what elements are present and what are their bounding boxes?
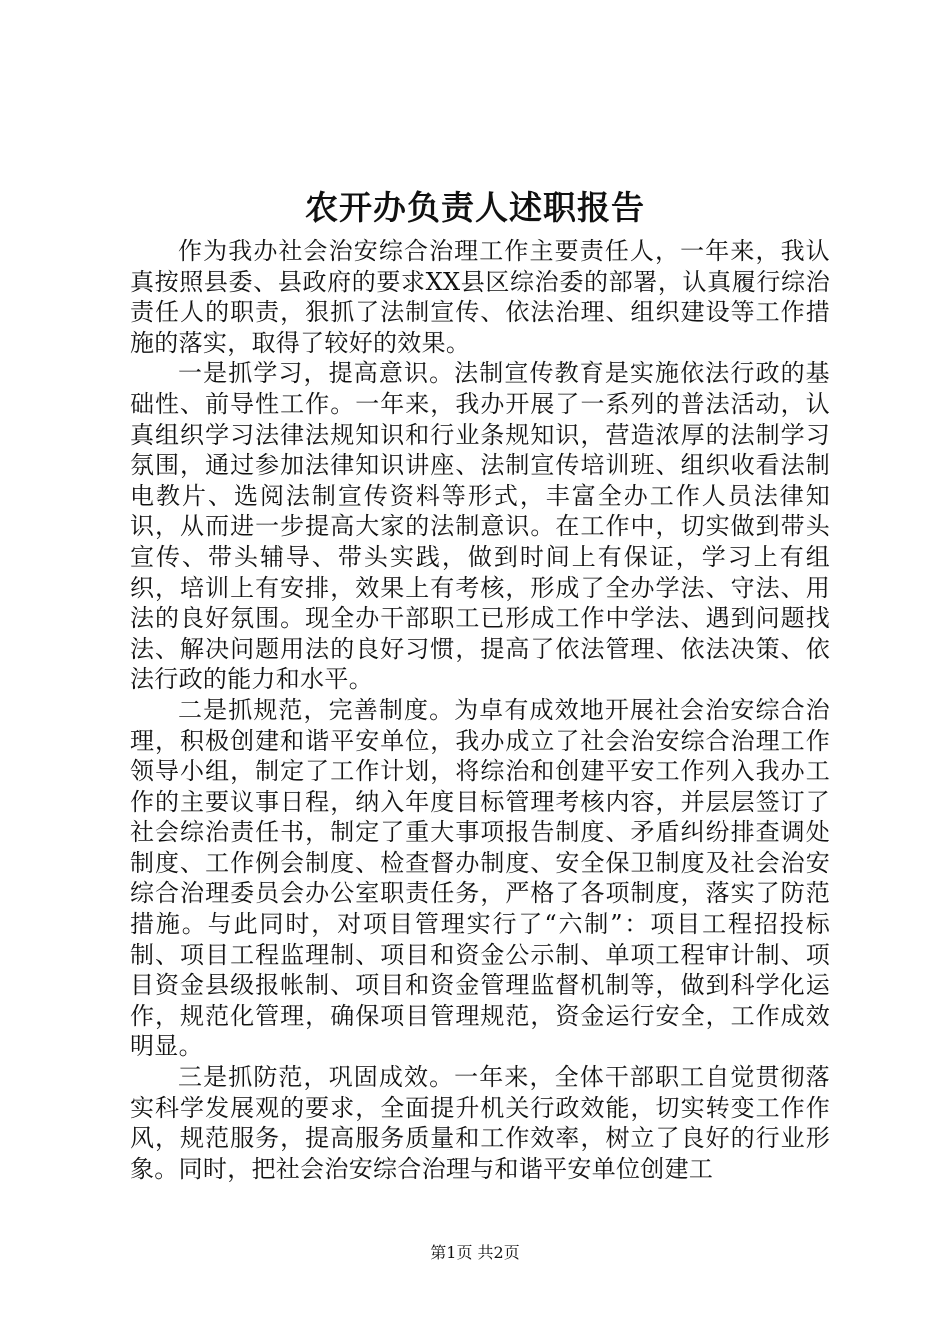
document-body (130, 236, 830, 1184)
document-title: 农开办负责人述职报告 (305, 188, 645, 227)
paragraph-regulation: 二是抓规范，完善制度。为卓有成效地开展社会治安综合治理，积极创建和谐平安单位，我办成立了社会治安综合治理工作领导小组，制定了工作计划，将综治和创建平安工作列入我办工作的主要议事日程，纳入年度目标管理考核内容，并层层签订了社会综治责任书，制定了重大事项报告制度、矛盾纠纷排查调处制度、工作例会制度、检查督办制度、安全保卫制度及社会治安综合治理委员会办公室职责任务，严格了各项制度，落实了防范措施。与此同时，对项目管理实行了“六制”：项目工程招投标制、项目工程监理制、项目和资金公示制、单项工程审计制、项目资金县级报帐制、项目和资金管理监督机制等，做到科学化运作，规范化管理，确保项目管理规范，资金运行安全，工作成效明显。 (130, 695, 830, 1061)
paragraph-prevention: 三是抓防范，巩固成效。一年来，全体干部职工自觉贯彻落实科学发展观的要求，全面提升机关行政效能，切实转变工作作风，规范服务，提高服务质量和工作效率，树立了良好的行业形象。同时，把社会治安综合治理与和谐平安单位创建工 (130, 1063, 830, 1183)
paragraph-intro: 作为我办社会治安综合治理工作主要责任人，一年来，我认真按照县委、县政府的要求XX县区综治委的部署，认真履行综治责任人的职责，狠抓了法制宣传、依法治理、组织建设等工作措施的落实，取得了较好的效果。 (130, 237, 830, 357)
page-footer: 第1页 共2页 (430, 1243, 520, 1262)
paragraph-study: 一是抓学习，提高意识。法制宣传教育是实施依法行政的基础性、前导性工作。一年来，我办开展了一系列的普法活动，认真组织学习法律法规知识和行业条规知识，营造浓厚的法制学习氛围，通过参加法律知识讲座、法制宣传培训班、组织收看法制电教片、选阅法制宣传资料等形式，丰富全办工作人员法律知识，从而进一步提高大家的法制意识。在工作中，切实做到带头宣传、带头辅导、带头实践，做到时间上有保证，学习上有组织，培训上有安排，效果上有考核，形成了全办学法、守法、用法的良好氛围。现全办干部职工已形成工作中学法、遇到问题找法、解决问题用法的良好习惯，提高了依法管理、依法决策、依法行政的能力和水平。 (130, 359, 830, 694)
